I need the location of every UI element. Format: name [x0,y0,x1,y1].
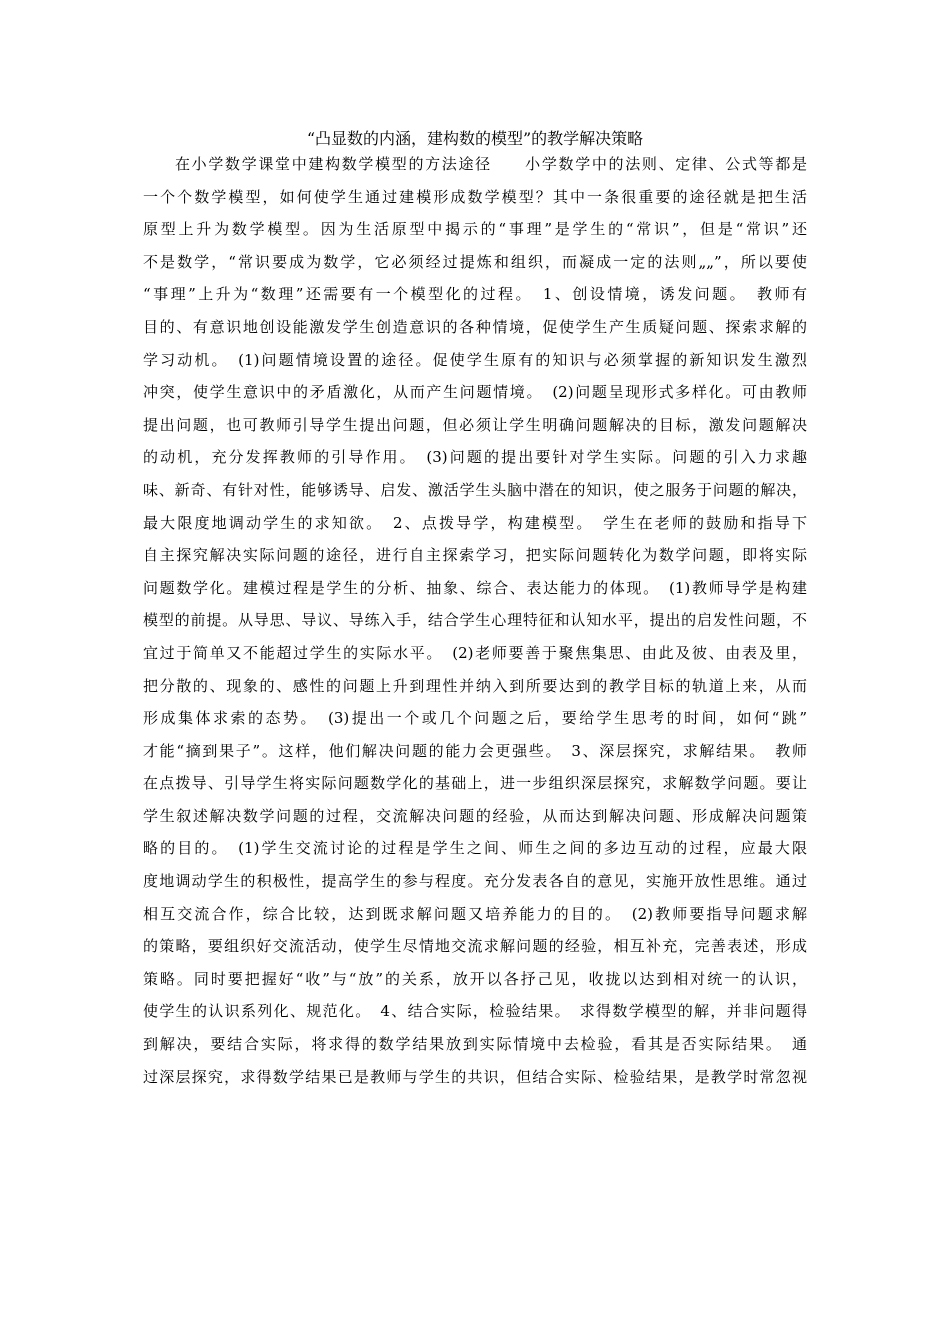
body-line: 形成集体求索的态势。 (3)提出一个或几个问题之后，要给学生思考的时间，如何“跳” [143,709,807,728]
body-line: 使学生的认识系列化、规范化。 4、结合实际，检验结果。 求得数学模型的解，并非问题得 [143,1002,807,1021]
document-title: “凸显数的内涵，建构数的模型”的教学解决策略 [306,129,644,148]
body-line: 一个个数学模型，如何使学生通过建模形成数学模型？其中一条很重要的途径就是把生活 [143,187,807,206]
body-line: 味、新奇、有针对性，能够诱导、启发、激活学生头脑中潜在的知识，使之服务于问题的解决， [143,480,807,499]
body-line: “事理”上升为“数理”还需要有一个模型化的过程。 1、创设情境，诱发问题。 教师有 [143,285,807,304]
body-line: 的动机，充分发挥教师的引导作用。 (3)问题的提出要针对学生实际。问题的引入力求趣 [143,448,807,467]
body-line: 提出问题，也可教师引导学生提出问题，但必须让学生明确问题解决的目标，激发问题解决 [143,415,807,434]
body-line: 原型上升为数学模型。因为生活原型中揭示的“事理”是学生的“常识”，但是“常识”还 [143,220,807,239]
body-line: 过深层探究，求得数学结果已是教师与学生的共识，但结合实际、检验结果，是教学时常忽视 [143,1067,807,1086]
body-line: 在小学数学课堂中建构数学模型的方法途径 小学数学中的法则、定律、公式等都是 [175,155,807,173]
body-line: 自主探究解决实际问题的途径，进行自主探索学习，把实际问题转化为数学问题，即将实际 [143,546,807,565]
body-line: 不是数学，“常识要成为数学，它必须经过提炼和组织，而凝成一定的法则„„”，所以要使 [143,252,807,271]
body-line: 在点拨导、引导学生将实际问题数学化的基础上，进一步组织深层探究，求解数学问题。要让 [143,774,807,793]
body-line: 度地调动学生的积极性，提高学生的参与程度。充分发表各自的意见，实施开放性思维。通过 [143,872,807,891]
body-line: 学生叙述解决数学问题的过程，交流解决问题的经验，从而达到解决问题、形成解决问题策 [143,806,807,825]
body-line: 最大限度地调动学生的求知欲。 2、点拨导学，构建模型。 学生在老师的鼓励和指导下 [143,513,807,532]
body-line: 到解决，要结合实际，将求得的数学结果放到实际情境中去检验，看其是否实际结果。 通 [143,1035,807,1054]
document-body [143,148,807,1093]
body-line: 略的目的。 (1)学生交流讨论的过程是学生之间、师生之间的多边互动的过程，应最大限 [143,839,807,858]
body-line: 目的、有意识地创设能激发学生创造意识的各种情境，促使学生产生质疑问题、探索求解的 [143,317,807,336]
body-line: 宜过于简单又不能超过学生的实际水平。 (2)老师要善于聚焦集思、由此及彼、由表及里， [143,643,807,662]
body-line: 才能“摘到果子”。这样，他们解决问题的能力会更强些。 3、深层探究，求解结果。 教师 [143,741,807,760]
body-line: 学习动机。 (1)问题情境设置的途径。促使学生原有的知识与必须掌握的新知识发生激烈 [143,350,807,369]
body-line: 相互交流合作，综合比较，达到既求解问题又培养能力的目的。 (2)教师要指导问题求解 [143,904,807,923]
body-line: 冲突，使学生意识中的矛盾激化，从而产生问题情境。 (2)问题呈现形式多样化。可由教师 [143,383,807,402]
body-line: 把分散的、现象的、感性的问题上升到理性并纳入到所要达到的教学目标的轨道上来，从而 [143,676,807,695]
body-line: 问题数学化。建模过程是学生的分析、抽象、综合、表达能力的体现。 (1)教师导学是构建 [143,578,807,597]
body-line: 模型的前提。从导思、导议、导练入手，结合学生心理特征和认知水平，提出的启发性问题，不 [143,611,807,630]
body-line: 策略。同时要把握好“收”与“放”的关系，放开以各抒己见，收拢以达到相对统一的认识， [143,969,807,988]
body-line: 的策略，要组织好交流活动，使学生尽情地交流求解问题的经验，相互补充，完善表述，形成 [143,937,807,956]
